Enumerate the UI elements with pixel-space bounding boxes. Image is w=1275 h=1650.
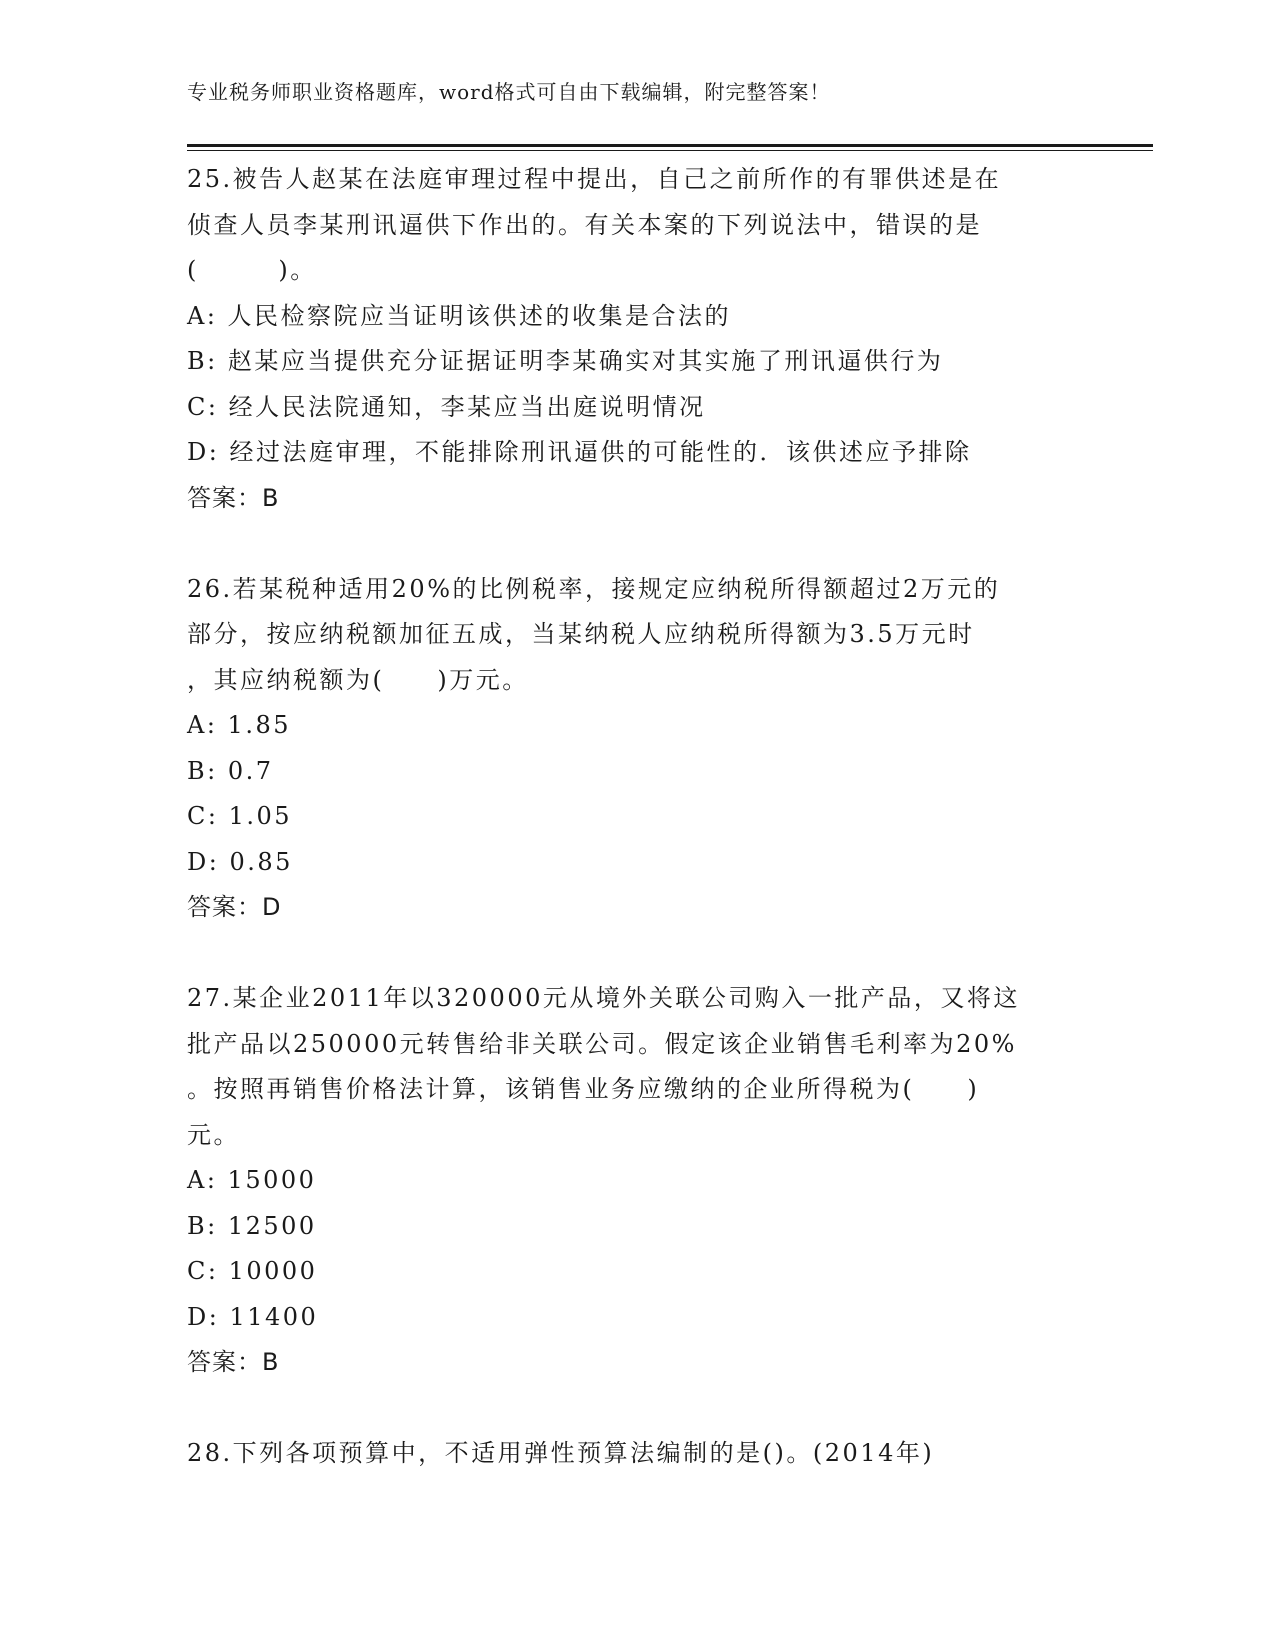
option-a: A: 人民检察院应当证明该供述的收集是合法的 (187, 301, 732, 330)
option-c: C: 10000 (187, 1257, 318, 1285)
option-c: C: 1.05 (187, 802, 293, 830)
question-line: 批产品以250000元转售给非关联公司。假定该企业销售毛利率为20% (187, 1029, 1017, 1058)
question-line: 27.某企业2011年以320000元从境外关联公司购入一批产品，又将这 (187, 984, 1020, 1012)
question-27 (187, 976, 1087, 1386)
option-d: D: 经过法庭审理，不能排除刑讯逼供的可能性的．该供述应予排除 (187, 438, 972, 466)
answer: 答案：B (187, 483, 280, 512)
question-gap (187, 521, 1087, 567)
question-gap (187, 1386, 1087, 1432)
header-divider-thick (187, 144, 1153, 147)
question-line: 26.若某税种适用20%的比例税率，接规定应纳税所得额超过2万元的 (187, 574, 1001, 603)
header-divider-thin (187, 150, 1153, 151)
option-b: B: 赵某应当提供充分证据证明李某确实对其实施了刑讯逼供行为 (187, 347, 944, 375)
question-stem (187, 157, 1087, 294)
option-c: C: 经人民法院通知，李某应当出庭说明情况 (187, 392, 706, 421)
answer: 答案：B (187, 1348, 280, 1376)
question-26 (187, 567, 1087, 931)
question-line: 。按照再销售价格法计算，该销售业务应缴纳的企业所得税为( ) (187, 1075, 980, 1103)
question-line: 28.下列各项预算中，不适用弹性预算法编制的是()。(2014年) (187, 1439, 935, 1467)
question-stem (187, 976, 1087, 1158)
question-gap (187, 931, 1087, 977)
question-line: 侦查人员李某刑讯逼供下作出的。有关本案的下列说法中，错误的是 (187, 210, 982, 239)
question-line: ，其应纳税额为( )万元。 (187, 665, 529, 694)
answer: 答案：D (187, 893, 282, 921)
question-line: ( )。 (187, 256, 317, 284)
question-stem (187, 1431, 1087, 1477)
page-header: 专业税务师职业资格题库，word格式可自由下载编辑，附完整答案！ (187, 80, 831, 104)
question-line: 25.被告人赵某在法庭审理过程中提出，自己之前所作的有罪供述是在 (187, 165, 1002, 193)
question-list (187, 157, 1087, 1477)
question-stem (187, 567, 1087, 704)
question-line: 部分，按应纳税额加征五成，当某纳税人应纳税所得额为3.5万元时 (187, 620, 975, 648)
question-line: 元。 (187, 1120, 240, 1149)
question-28 (187, 1431, 1087, 1477)
option-d: D: 0.85 (187, 847, 293, 876)
option-b: B: 12500 (187, 1211, 317, 1240)
question-25 (187, 157, 1087, 521)
option-d: D: 11400 (187, 1302, 319, 1331)
option-b: B: 0.7 (187, 756, 274, 785)
option-a: A: 1.85 (187, 711, 291, 739)
option-a: A: 15000 (187, 1166, 317, 1194)
